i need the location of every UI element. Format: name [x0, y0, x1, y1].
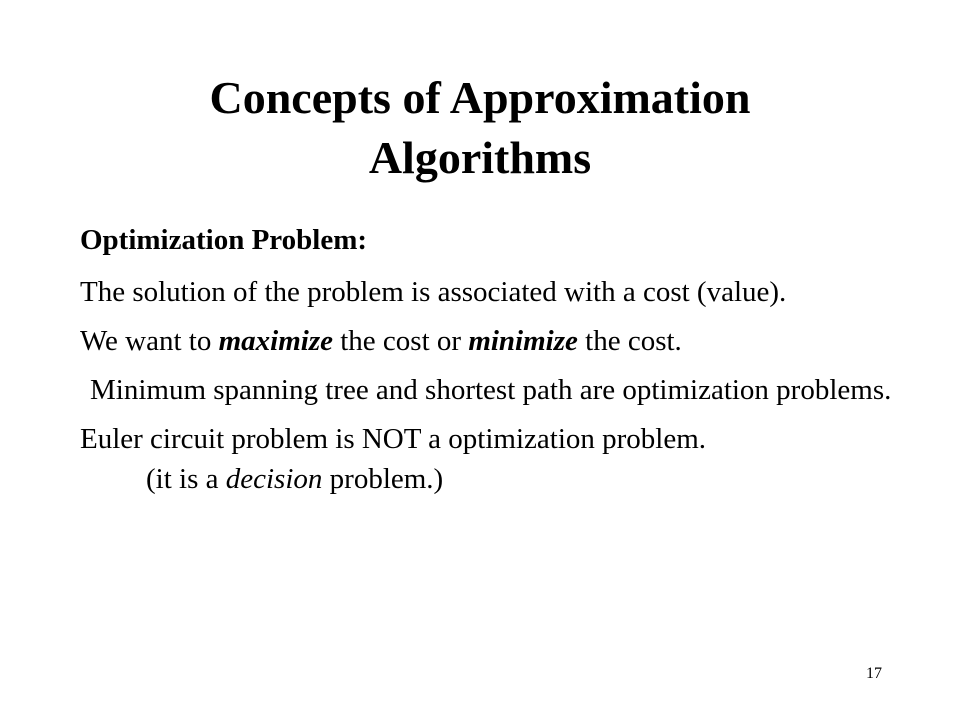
- p4-text-c: problem.): [322, 463, 444, 495]
- slide-body: [80, 220, 900, 508]
- paragraph-maximize-minimize: [80, 321, 900, 361]
- paragraph-examples: Minimum spanning tree and shortest path are optimization problems.: [90, 374, 892, 406]
- p2-text-e: the cost.: [577, 325, 682, 357]
- p2-text-a: We want to: [80, 325, 219, 357]
- p2-minimize: minimize: [468, 325, 578, 357]
- page-number: 17: [866, 665, 882, 682]
- slide-title: [80, 68, 880, 188]
- title-line-2: Algorithms: [368, 132, 592, 183]
- p4-text-a: (it is a: [146, 463, 226, 495]
- p4-decision: decision: [225, 463, 323, 495]
- paragraph-cost: The solution of the problem is associated with a cost (value).: [80, 276, 787, 308]
- title-line-1: Concepts of Approximation: [209, 72, 751, 123]
- p2-maximize: maximize: [218, 325, 333, 357]
- p2-text-c: the cost or: [333, 325, 469, 357]
- p4-line-1: Euler circuit problem is NOT a optimization problem.: [80, 423, 707, 455]
- subheading: Optimization Problem:: [80, 224, 368, 256]
- paragraph-euler: [80, 419, 900, 499]
